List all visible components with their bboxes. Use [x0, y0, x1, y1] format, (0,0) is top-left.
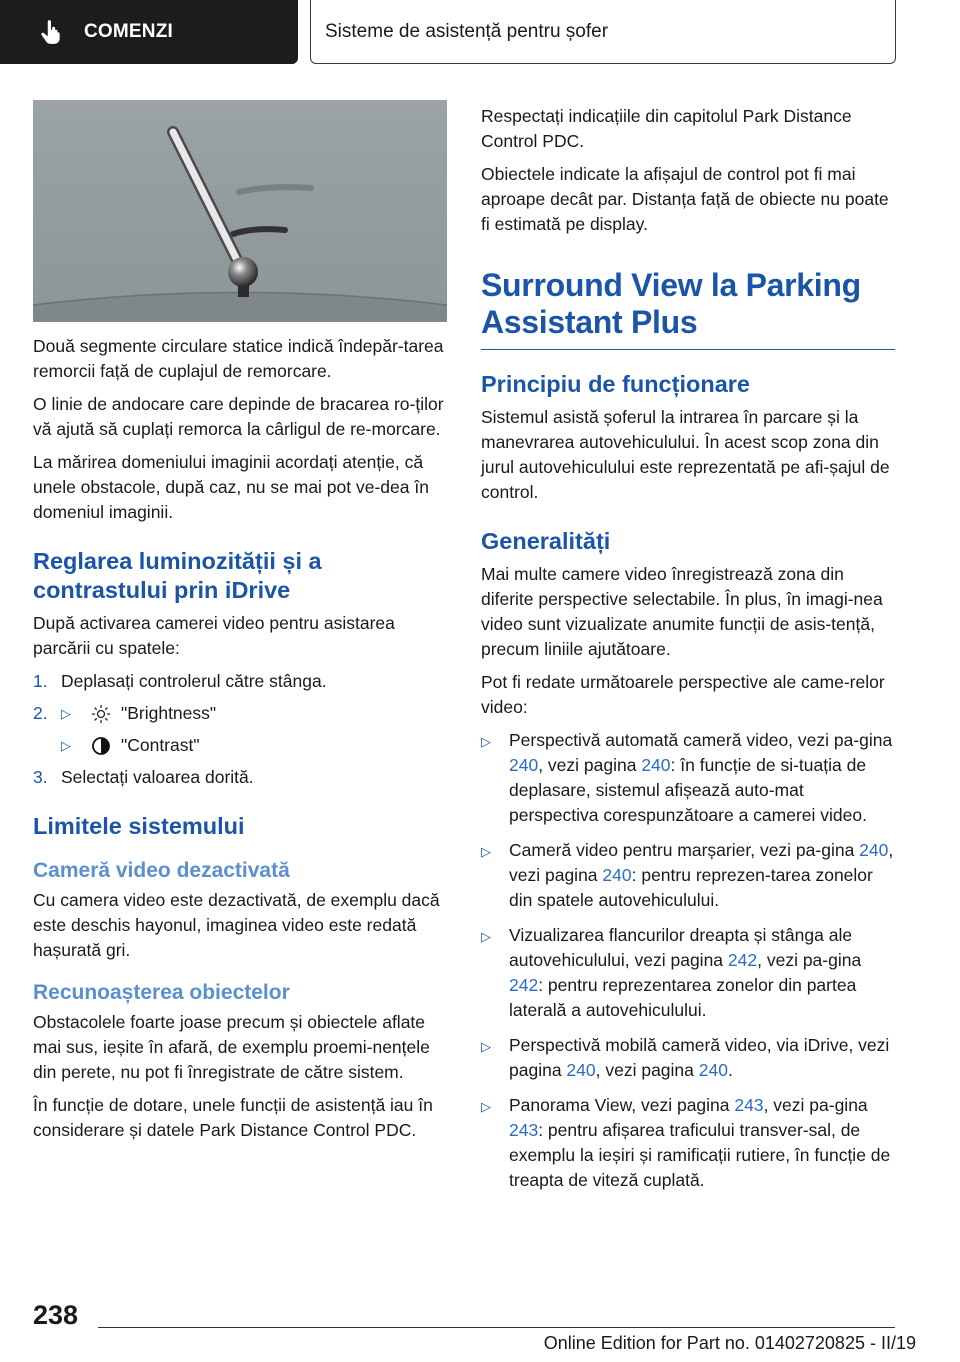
paragraph: La mărirea domeniului imaginii acordați atenție, că unele obstacole, după caz, nu se mai pot ve-dea în domeniul imaginii.: [33, 452, 429, 522]
page-number: 238: [33, 1300, 79, 1330]
list-item-text: Perspectivă mobilă cameră video, via iDrive, vezi pagina 240, vezi pagina 240.: [509, 1035, 890, 1080]
step-text: Selectați valoarea dorită.: [61, 767, 254, 787]
perspectives-list: [481, 728, 895, 1193]
paragraph: Cu camera video este dezactivată, de exemplu dacă este deschis hayonul, imaginea video este redată hașurată gri.: [33, 890, 440, 960]
rear-camera-display-illustration: [33, 100, 447, 322]
edition-footer: Online Edition for Part no. 01402720825 - II/19: [543, 1333, 916, 1353]
section-tab: [0, 0, 298, 64]
section-heading-general: Generalități: [481, 528, 611, 554]
triangle-bullet-icon: ▷: [481, 1099, 491, 1114]
step-text: "Brightness": [121, 703, 217, 723]
list-item: [481, 838, 895, 913]
left-column: [33, 100, 447, 1151]
step-item: [33, 701, 447, 726]
list-item-text: Cameră video pentru marșarier, vezi pa-gina 240, vezi pagina 240: pentru reprezen-tarea zonelor din spatele autovehiculului.: [509, 840, 894, 910]
paragraph: Sistemul asistă șoferul la intrarea în parcare și la manevrarea autovehiculului. În acest scop zona din jurul autovehiculului este reprezentată pe afi-șajul de control.: [481, 407, 890, 502]
page-link[interactable]: 240: [641, 755, 671, 775]
step-text: Deplasați controlerul către stânga.: [61, 671, 327, 691]
triangle-bullet-icon: ▷: [481, 929, 491, 944]
subsection-heading-camera-off: Cameră video dezactivată: [33, 859, 290, 882]
section-heading-brightness: Reglarea luminozității și a contrastului prin iDrive: [33, 548, 322, 603]
page-link[interactable]: 240: [509, 755, 539, 775]
paragraph: Respectați indicațiile din capitolul Park Distance Control PDC.: [481, 106, 852, 151]
paragraph: După activarea camerei video pentru asistarea parcării cu spatele:: [33, 613, 395, 658]
step-item: [33, 765, 447, 790]
section-tab-label: COMENZI: [84, 21, 174, 42]
step-substep: [61, 733, 200, 758]
page-link[interactable]: 243: [734, 1095, 764, 1115]
step-text: "Contrast": [121, 735, 200, 755]
list-item-text: Panorama View, vezi pagina 243, vezi pa-gina 243: pentru afișarea traficului transver-sal, de exemplu la ieșiri și ramificații rutiere, în funcție de treapta de viteză cuplată.: [509, 1095, 891, 1190]
step-item: [33, 669, 447, 694]
page-link[interactable]: 240: [602, 865, 632, 885]
page-link[interactable]: 243: [509, 1120, 539, 1140]
step-substep: [61, 701, 216, 726]
chapter-title: Sisteme de asistență pentru șofer: [310, 0, 896, 64]
triangle-bullet-icon: ▷: [481, 734, 491, 749]
steps-list: [33, 669, 447, 790]
paragraph: În funcție de dotare, unele funcții de asistență iau în considerare și datele Park Distance Control PDC.: [33, 1095, 433, 1140]
list-item: [481, 728, 895, 828]
triangle-bullet-icon: ▷: [481, 1039, 491, 1054]
triangle-bullet-icon: ▷: [61, 738, 71, 753]
triangle-bullet-icon: ▷: [481, 844, 491, 859]
list-item: [481, 1093, 895, 1193]
section-heading-limits: Limitele sistemului: [33, 813, 245, 839]
paragraph: O linie de andocare care depinde de bracarea ro-ților vă ajută să cuplați remorca la cârligul de re-morcare.: [33, 394, 444, 439]
list-item-text: Vizualizarea flancurilor dreapta și stânga ale autovehiculului, vezi pagina 242, vezi pa-gina 242: pentru reprezentarea zonelor din partea laterală a autovehiculului.: [509, 925, 862, 1020]
paragraph: Două segmente circulare statice indică îndepăr-tarea remorcii față de cuplajul de remorcare.: [33, 336, 444, 381]
paragraph: Mai multe camere video înregistrează zona din diferite perspective selectabile. În plus, în imagi-nea video sunt vizualizate anumite funcții de asis-tență, precum liniile ajutătoare.: [481, 564, 883, 659]
list-item-text: Perspectivă automată cameră video, vezi pa-gina 240, vezi pagina 240: în funcție de si-tuația de deplasare, sistemul afișează auto-mat perspectiva corespunzătoare a camerei video.: [509, 730, 893, 825]
list-item: [481, 923, 895, 1023]
step-item: [33, 733, 447, 758]
step-number: 2.: [33, 703, 48, 723]
paragraph: Obstacolele foarte joase precum și obiectele aflate mai sus, ieșite în afară, de exemplu proemi-nențele din perete, nu pot fi înregistrate de către sistem.: [33, 1012, 430, 1082]
list-item: [481, 1033, 895, 1083]
triangle-bullet-icon: ▷: [61, 706, 71, 721]
page-link[interactable]: 240: [859, 840, 889, 860]
step-number: 3.: [33, 767, 48, 787]
paragraph: Obiectele indicate la afișajul de control pot fi mai aproape decât par. Distanța față de obiecte nu poate fi estimată pe display.: [481, 164, 889, 234]
section-heading-principle: Principiu de funcționare: [481, 371, 750, 397]
page-link[interactable]: 242: [509, 975, 539, 995]
contrast-icon: [91, 736, 111, 756]
step-number: 1.: [33, 671, 48, 691]
paragraph: Pot fi redate următoarele perspective ale came-relor video:: [481, 672, 885, 717]
chapter-heading-surround-view: Surround View la Parking Assistant Plus: [481, 267, 895, 350]
right-column: [481, 104, 895, 1203]
hand-pointer-icon: [38, 19, 64, 45]
subsection-heading-recognition: Recunoașterea obiectelor: [33, 981, 290, 1004]
page-link[interactable]: 240: [698, 1060, 728, 1080]
page-link[interactable]: 242: [727, 950, 758, 970]
page-link[interactable]: 240: [566, 1060, 596, 1080]
page-header: [0, 0, 960, 66]
brightness-icon: [91, 704, 111, 724]
footer-divider: [98, 1327, 895, 1328]
